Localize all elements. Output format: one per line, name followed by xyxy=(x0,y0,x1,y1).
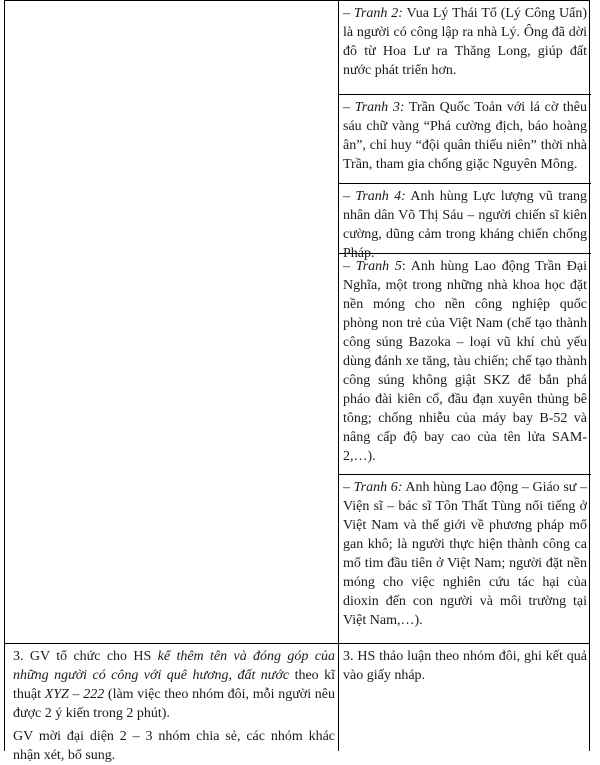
column-divider xyxy=(338,0,339,751)
tranh4-text: Anh hùng Lực lượng vũ trang nhân dân Võ Thị Sáu – người chiến sĩ kiên cường, dũng cảm trong kháng chiến chống Pháp. xyxy=(343,189,588,261)
tranh4-label: Tranh 4: xyxy=(355,189,406,204)
gv-invite-text: GV mời đại diện 2 – 3 nhóm chia sẻ, các nhóm khác nhận xét, bổ sung. xyxy=(13,729,335,763)
hs-step3-text: 3. HS thảo luận theo nhóm đôi, ghi kết quả vào giấy nháp. xyxy=(343,649,587,683)
tranh2-text: Vua Lý Thái Tổ (Lý Công Uẩn) là người có công lập ra nhà Lý. Ông đã dời đô từ Hoa Lư ra Thăng Long, giúp đất nước phát triển hơn. xyxy=(343,6,588,78)
hs-step3-paragraph xyxy=(343,647,587,685)
tranh5-paragraph: – Tranh 5: Anh hùng Lao động Trần Đại Nghĩa, một trong những nhà khoa học đặt nền móng cho nền công nghiệp quốc phòng non trẻ của Việt Nam (chế tạo thành công súng Bazoka – loại vũ khí chủ yếu dùng đánh xe tăng, tàu chiến; chế tạo thành công súng không giật SKZ để bắn phá pháo đài kiên cố, đầu đạn xuyên thủng bê tông; chống nhiễu của máy bay B-52 và nâng cấp độ bay cao của tên lửa SAM-2,…). xyxy=(343,259,588,464)
tranh3-label: Tranh 3: xyxy=(354,100,405,115)
gv-step3-suffix: (làm việc theo nhóm đôi, mỗi người nêu được 2 ý kiến trong 2 phút). xyxy=(13,687,336,721)
tranh3-text: Trần Quốc Toản với lá cờ thêu sáu chữ vàng “Phá cường địch, báo hoàng ân”, chỉ huy “đội quân thiếu niên” thời nhà Trần, tham gia chống giặc Nguyên Mông. xyxy=(343,100,588,172)
tranh5-text: : Anh hùng Lao động Trần Đại Nghĩa, một trong những nhà khoa học đặt nền móng cho nền công nghiệp quốc phòng non trẻ của Việt Nam (chế tạo thành công súng Bazoka – loại vũ khí chủ yếu dùng đánh xe tăng, tàu chiến; chế tạo thành công súng không giật SKZ để bắn phá pháo đài kiên cố, đầu đạn xuyên thủng bê tông; chống nhiễu của máy bay B-52 và nâng cấp độ bay cao của tên lửa SAM-2,…). xyxy=(343,259,588,464)
row-divider-4 xyxy=(339,474,591,475)
tranh6-text: Anh hùng Lao động – Giáo sư – Viện sĩ – bác sĩ Tôn Thất Tùng nổi tiếng ở Việt Nam và thế giới về phương pháp mổ gan khô; là người thực hiện thành công ca mổ tim đầu tiên ở Việt Nam; người đặt nền móng cho việc nghiên cứu tác hại của dioxin đến con người và môi trường tại Việt Nam,…). xyxy=(343,480,588,628)
gv-step3-italic: kể thêm tên và đóng góp của những người có công với quê hương, đất nước xyxy=(13,649,335,683)
tranh2-paragraph: – Tranh 2: Vua Lý Thái Tổ (Lý Công Uẩn) là người có công lập ra nhà Lý. Ông đã dời đô từ Hoa Lư ra Thăng Long, giúp đất nước phát triển hơn. xyxy=(343,6,588,78)
tranh4-paragraph: – Tranh 4: Anh hùng Lực lượng vũ trang nhân dân Võ Thị Sáu – người chiến sĩ kiên cường, dũng cảm trong kháng chiến chống Pháp. xyxy=(343,189,588,261)
table-top-border xyxy=(5,0,589,1)
gv-step3-technique: XYZ – 222 xyxy=(44,687,105,702)
row-divider-5 xyxy=(5,643,589,644)
row-divider-2 xyxy=(339,183,591,184)
tranh2-label: Tranh 2: xyxy=(353,6,403,21)
tranh5-label: Tranh 5 xyxy=(355,259,402,274)
tranh6-label: Tranh 6: xyxy=(353,480,403,495)
tranh6-paragraph: – Tranh 6: Anh hùng Lao động – Giáo sư – Viện sĩ – bác sĩ Tôn Thất Tùng nổi tiếng ở Việt Nam và thế giới về phương pháp mổ gan khô; là người thực hiện thành công ca mổ tim đầu tiên ở Việt Nam; người đặt nền móng cho việc nghiên cứu tác hại của dioxin đến con người và môi trường tại Việt Nam,…). xyxy=(343,480,588,628)
gv-step3-mid: theo kĩ thuật xyxy=(13,668,335,702)
tranh3-paragraph: – Tranh 3: Trần Quốc Toản với lá cờ thêu sáu chữ vàng “Phá cường địch, báo hoàng ân”, chỉ huy “đội quân thiếu niên” thời nhà Trần, tham gia chống giặc Nguyên Mông. xyxy=(343,100,588,172)
lesson-table xyxy=(4,0,590,763)
gv-step3-paragraph xyxy=(13,647,335,765)
gv-step3-prefix: 3. GV tổ chức cho HS xyxy=(13,649,158,664)
row-divider-1 xyxy=(339,94,591,95)
